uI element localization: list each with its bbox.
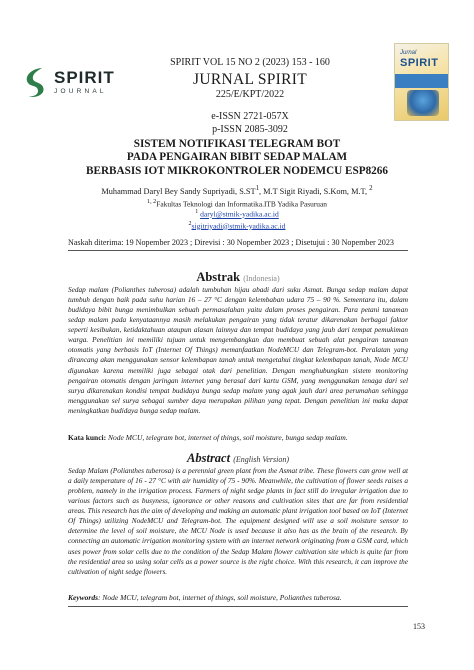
cover-illustration [407,90,439,116]
abstract-heading: Abstract (English Version) [187,451,289,465]
abstrak-heading: Abstrak (Indonesia) [196,270,280,284]
keywords-text: : Node MCU, telegram bot, internet of things, soil moisture, Polianthes tuberosa. [98,593,342,602]
spirit-logo-icon [22,65,48,99]
keywords-label: Keywords [68,593,98,602]
abstract-body: Sedap Malam (Polianthes tuberosa) is a perennial green plant from the Asmat tribe. These flowers can grow well at a daily temperature of 16 - 27 °C with air humidity of 75 - 90%. Meanwhile, the cultivation of flower seeds raises a problem, namely in the irrigation process. Farmers of night sedge plants in fact still do irregular irrigation due to various factors such as busyness, ignorance or other reasons and cultivation sites that are far from residential areas. This research has the aim of developing and making an automatic plant irrigation tool based on IoT (Internet Of Things) utilizing NodeMCU and Telegram-bot. The equipment designed will use a soil moisture sensor to determine the level of soil moisture, the MCU Node is used because it also has as the brain of the research. By connecting an automatic irrigation monitoring system with an internet network originating from a GSM card, which uses power from solar cells due to the condition of the Sedap Malam flower cultivation site which is quite far from the residential area so using solar cells as a power source is the right choice. With this research, it can improve the cultivation of night sedge flowers. [68,466,408,576]
journal-header [130,57,370,136]
journal-cover-image [394,43,449,121]
abstract-language: (English Version) [233,455,289,464]
divider [68,250,408,251]
abstrak-language: (Indonesia) [243,274,280,283]
logo-word: SPIRIT [54,67,115,87]
author-affiliation: $^{1, 2}$Fakultas Teknologi dan Informatika.ITB Yadika Pasuruan [147,198,327,209]
cover-title-small: Jurnal [400,50,417,56]
logo-text [54,69,115,96]
volume-line: SPIRIT VOL 15 NO 2 (2023) 153 - 160 [170,57,330,68]
abstrak-body: Sedap malam (Polianthes tuberosa) adalah tumbuhan hijau abadi dari suku Asmat. Bunga sedap malam dapat tumbuh dengan baik pada suhu harian 16 – 27 °C dengan kelembaban udara 75 – 90 %. Sementara itu, dalam budidaya bibit bunga menimbulkan sebuah permasalahan yaitu dalam proses pengairan. Para petani tanaman sedap malam pada kenyataannya masih melakukan pengairan yang tidak teratur dikarenakan berbagai faktor seperti kesibukan, ketidaktahuan ataupun alasan lainnya dan tempat budidaya yang jauh dari tempat pemukiman warga. Penelitian ini memiliki tujuan untuk mengembangkan dan membuat sebuah alat pengairan tanaman otomatis yang berbasis IoT (Internet Of Things) memanfaatkan NodeMCU dan Telegram-bot. Peralatan yang dirancang akan menggunakan sensor kelembapan tanah untuk mengetahui tingkat kelembapan tanah, Node MCU digunakan karena memiliki juga sebagai otak dari penelitian. Dengan menghubungkan sistem monitoring pengairan otomatis dengan jaringan internet yang berasal dari kartu GSM, yang menggunakan tenaga dari sel surya dikarenakan kondisi tempat budidaya bunga sedap malam yang agak jauh dari area perumahan sehingga menggunakan sel surya sebagai sumber daya merupakan pilihan yang tepat. Dengan penelitian ini maka dapat meningkatkan budidaya bunga sedap malam. [68,285,408,415]
e-issn: e-ISSN 2721-057X [211,111,289,123]
submission-dates: Naskah diterima: 19 Nopember 2023 ; Direvisi : 30 Nopember 2023 ; Disetujui : 30 Nopember 2023 [68,238,394,247]
author-block [40,185,434,209]
email-link-2[interactable]: sigitriyadi@stmik-yadika.ac.id [191,221,286,231]
kata-kunci-label: Kata kunci: [68,433,107,442]
kata-kunci [68,433,408,443]
email-link-1[interactable]: daryl@stmik-yadika.ac.id [200,209,279,219]
paper-title [40,138,434,178]
title-line-2: PADA PENGAIRAN BIBIT SEDAP MALAM [126,151,348,164]
logo-subtitle: JOURNAL [54,87,107,95]
accreditation-number: 225/E/KPT/2022 [215,88,285,100]
author-emails [40,208,434,231]
author-names: Muhammad Daryl Bey Sandy Supriyadi, $S.ST^1$, M.T Sigit Riyadi, S.Kom, M.T, $^2$ [101,185,373,196]
title-line-3: BERBASIS IOT MIKROKONTROLER NODEMCU ESP8266 [86,164,388,177]
cover-title-large: SPIRIT [400,57,439,69]
cover-band [395,74,449,88]
title-line-1: SISTEM NOTIFIKASI TELEGRAM BOT [133,138,341,150]
journal-name: JURNAL SPIRIT [193,70,307,88]
keywords [68,593,408,603]
email-2: $^2$sigitriyadi@stmik-yadika.ac.id [188,220,286,231]
kata-kunci-text: Node MCU, telegram bot, internet of things, soil moisture, bunga sedap malam. [106,433,348,442]
journal-logo [22,60,132,104]
divider [68,606,408,607]
email-1: $^1$ daryl@stmik-yadika.ac.id [195,209,279,219]
p-issn: p-ISSN 2085-3092 [212,123,288,135]
page-number: 153 [413,622,425,631]
